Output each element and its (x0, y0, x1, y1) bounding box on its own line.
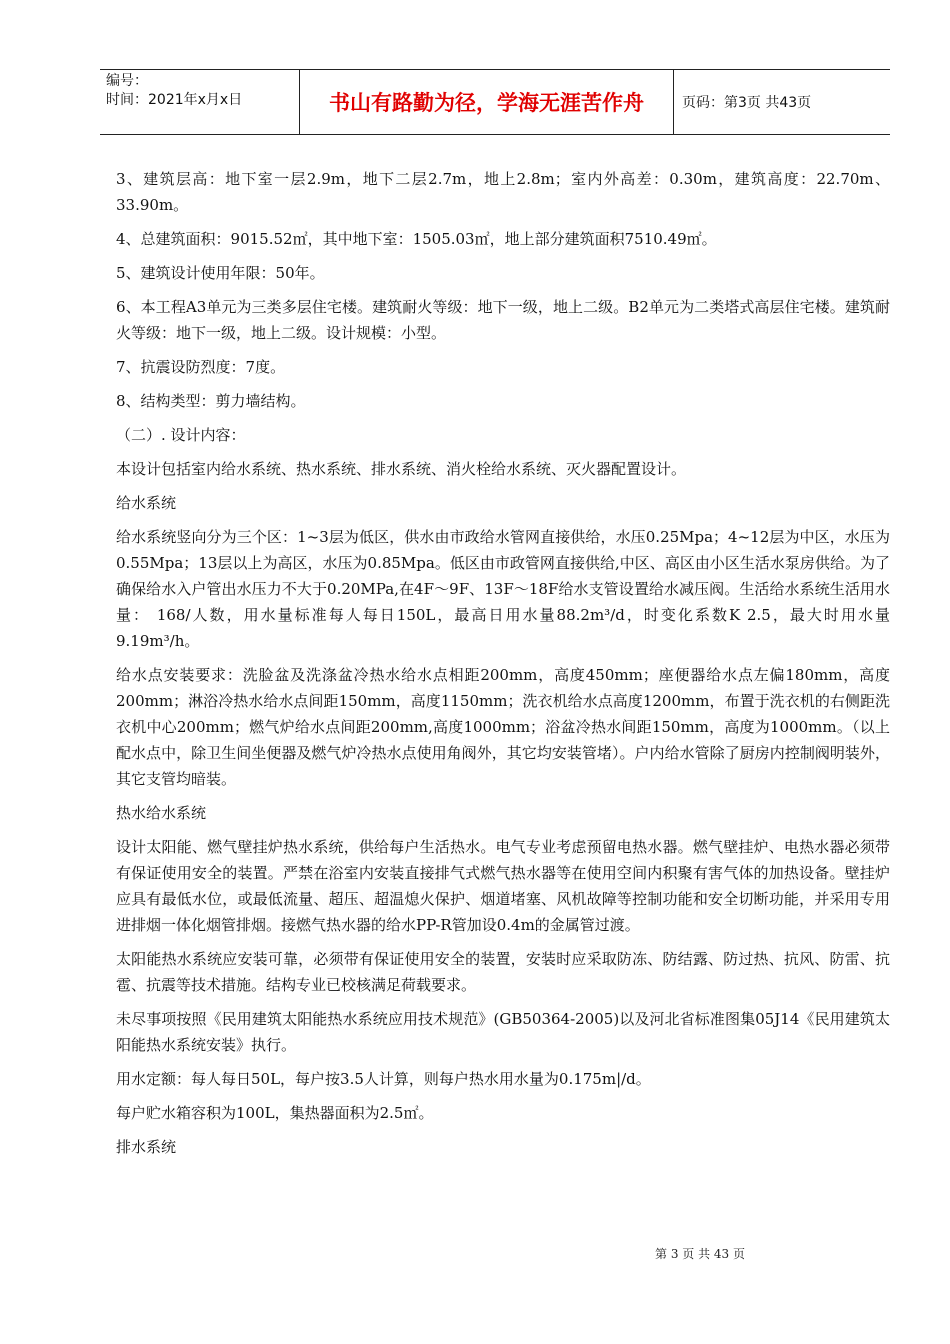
paragraph: 给水系统竖向分为三个区：1~3层为低区，供水由市政给水管网直接供给，水压0.25Mpa；4~12层为中区，水压为0.55Mpa；13层以上为高区，水压为0.85Mpa。低区由市政管网直接供给,中区、高区由小区生活水泵房供给。为了确保给水入户管出水压力不大于0.20MPa,在4F～9F、13F～18F给水支管设置给水减压阀。生活给水系统生活用水量： 168/人数，用水量标准每人每日150L，最高日用水量88.2m³/d，时变化系数K 2.5，最大时用水量9.19m³/h。 (116, 528, 890, 650)
paragraph: 3、建筑层高：地下室一层2.9m，地下二层2.7m，地上2.8m；室内外高差：0.30m，建筑高度：22.70m、33.90m。 (116, 170, 890, 214)
document-body (116, 166, 890, 1168)
paragraph: 5、建筑设计使用年限：50年。 (116, 264, 325, 282)
header-page-code: 页码：第3页 共43页 (682, 95, 812, 111)
section-heading: 排水系统 (116, 1138, 177, 1156)
paragraph: 未尽事项按照《民用建筑太阳能热水系统应用技术规范》(GB50364-2005)以及河北省标准图集05J14《民用建筑太阳能热水系统安装》执行。 (116, 1010, 890, 1054)
paragraph: 太阳能热水系统应安装可靠，必须带有保证使用安全的装置，安装时应采取防冻、防结露、防过热、抗风、防雷、抗雹、抗震等技术措施。结构专业已校核满足荷载要求。 (116, 950, 890, 994)
paragraph: 给水点安装要求：洗脸盆及洗涤盆冷热水给水点相距200mm，高度450mm；座便器给水点左偏180mm，高度200mm；淋浴冷热水给水点间距150mm，高度1150mm；洗衣机给水点高度1200mm，布置于洗衣机的右侧距洗衣机中心200mm；燃气炉给水点间距200mm,高度1000mm；浴盆冷热水间距150mm，高度为1000mm。（以上配水点中，除卫生间坐便器及燃气炉冷热水点使用角阀外，其它均安装管堵）。户内给水管除了厨房内控制阀明装外，其它支管均暗装。 (116, 666, 890, 788)
header-page-cell (674, 70, 890, 134)
paragraph: 4、总建筑面积：9015.52㎡，其中地下室：1505.03㎡，地上部分建筑面积7510.49㎡。 (116, 230, 717, 248)
paragraph: 7、抗震设防烈度：7度。 (116, 358, 286, 376)
section-heading: 给水系统 (116, 494, 177, 512)
header-info-cell (100, 70, 300, 134)
document-number-label: 编号： (106, 73, 148, 89)
paragraph: 每户贮水箱容积为100L，集热器面积为2.5㎡。 (116, 1104, 434, 1122)
paragraph: 用水定额：每人每日50L，每户按3.5人计算，则每户热水用水量为0.175m|/d。 (116, 1070, 651, 1088)
paragraph: 设计太阳能、燃气壁挂炉热水系统，供给每户生活热水。电气专业考虑预留电热水器。燃气壁挂炉、电热水器必须带有保证使用安全的装置。严禁在浴室内安装直接排气式燃气热水器等在使用空间内积聚有害气体的加热设备。壁挂炉应具有最低水位，或最低流量、超压、超温熄火保护、烟道堵塞、风机故障等控制功能和安全切断功能，并采用专用进排烟一体化烟管排烟。接燃气热水器的给水PP-R管加设0.4m的金属管过渡。 (116, 838, 890, 934)
section-heading: 热水给水系统 (116, 804, 207, 822)
page-header (100, 69, 890, 135)
header-motto: 书山有路勤为径，学海无涯苦作舟 (329, 91, 644, 115)
footer-page-number: 第 3 页 共 43 页 (655, 1247, 745, 1261)
section-heading: （二）. 设计内容： (116, 426, 246, 444)
page-footer (655, 1245, 745, 1262)
paragraph: 6、本工程A3单元为三类多层住宅楼。建筑耐火等级：地下一级，地上二级。B2单元为二类塔式高层住宅楼。建筑耐火等级：地下一级，地上二级。设计规模：小型。 (116, 298, 890, 342)
paragraph: 本设计包括室内给水系统、热水系统、排水系统、消火栓给水系统、灭火器配置设计。 (116, 460, 687, 478)
document-time: 时间：2021年x月x日 (106, 92, 243, 108)
header-motto-cell (300, 70, 674, 134)
paragraph: 8、结构类型：剪力墙结构。 (116, 392, 306, 410)
